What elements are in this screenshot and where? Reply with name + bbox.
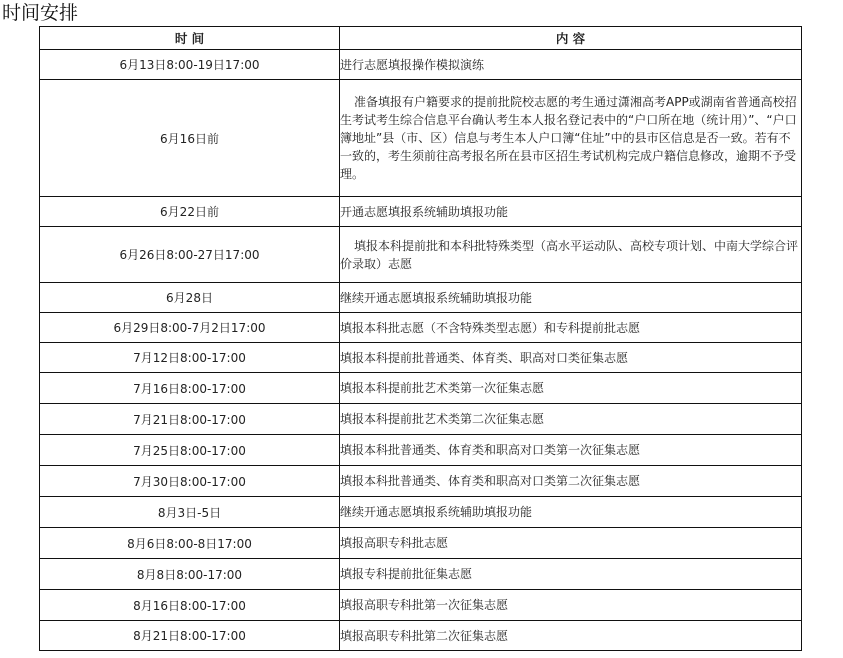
table-row <box>40 80 802 197</box>
time-cell: 8月21日8:00-17:00 <box>40 621 340 651</box>
content-cell <box>340 197 802 227</box>
table-header-row <box>40 27 802 50</box>
table-row <box>40 404 802 435</box>
table-row <box>40 197 802 227</box>
content-text: 填报本科批志愿（不含特殊类型志愿）和专科提前批志愿 <box>340 320 641 335</box>
content-text: 填报高职专科批第二次征集志愿 <box>340 628 509 643</box>
table-row <box>40 373 802 404</box>
content-cell <box>340 590 802 621</box>
table-row <box>40 343 802 373</box>
content-text: 填报本科提前批普通类、体育类、职高对口类征集志愿 <box>340 350 629 365</box>
content-text: 进行志愿填报操作模拟演练 <box>340 57 485 72</box>
content-cell <box>340 50 802 80</box>
time-cell: 6月29日8:00-7月2日17:00 <box>40 313 340 343</box>
content-cell <box>340 283 802 313</box>
content-text: 填报本科批普通类、体育类和职高对口类第二次征集志愿 <box>340 474 641 488</box>
time-cell: 8月3日-5日 <box>40 497 340 528</box>
table-row <box>40 435 802 466</box>
time-cell: 7月12日8:00-17:00 <box>40 343 340 373</box>
time-cell: 6月13日8:00-19日17:00 <box>40 50 340 80</box>
content-text: 继续开通志愿填报系统辅助填报功能 <box>340 505 533 519</box>
content-text: 填报高职专科批志愿 <box>340 536 449 550</box>
content-cell <box>340 227 802 283</box>
content-cell <box>340 497 802 528</box>
content-text: 填报专科提前批征集志愿 <box>340 567 473 581</box>
content-text: 继续开通志愿填报系统辅助填报功能 <box>340 290 533 305</box>
table-row <box>40 283 802 313</box>
content-cell <box>340 404 802 435</box>
table-row <box>40 313 802 343</box>
content-cell <box>340 559 802 590</box>
time-cell: 6月16日前 <box>40 80 340 197</box>
content-text: 开通志愿填报系统辅助填报功能 <box>340 204 509 219</box>
time-cell: 8月16日8:00-17:00 <box>40 590 340 621</box>
content-text: 准备填报有户籍要求的提前批院校志愿的考生通过潇湘高考APP或湖南省普通高校招生考试考生综合信息平台确认考生本人报名登记表中的“户口所在地（统计用）”、“户口簿地址”县（市、区）信息与考生本人户口簿“住址”中的县市区信息是否一致。若有不一致的，考生须前往高考报名所在县市区招生考试机构完成户籍信息修改，逾期不予受理。 <box>340 95 797 181</box>
content-text: 填报本科提前批和本科批特殊类型（高水平运动队、高校专项计划、中南大学综合评价录取）志愿 <box>340 238 799 271</box>
content-cell <box>340 528 802 559</box>
time-cell: 8月8日8:00-17:00 <box>40 559 340 590</box>
time-cell: 7月25日8:00-17:00 <box>40 435 340 466</box>
schedule-table <box>39 26 802 651</box>
content-text: 填报本科提前批艺术类第二次征集志愿 <box>340 412 545 426</box>
page-title: 时间安排 <box>2 2 79 24</box>
time-cell: 8月6日8:00-8日17:00 <box>40 528 340 559</box>
time-cell: 7月21日8:00-17:00 <box>40 404 340 435</box>
content-cell <box>340 621 802 651</box>
content-cell <box>340 313 802 343</box>
time-cell: 6月28日 <box>40 283 340 313</box>
table-row <box>40 590 802 621</box>
content-text: 填报本科提前批艺术类第一次征集志愿 <box>340 381 545 395</box>
table-row <box>40 621 802 651</box>
content-cell <box>340 435 802 466</box>
time-cell: 7月30日8:00-17:00 <box>40 466 340 497</box>
table-row <box>40 497 802 528</box>
table-row <box>40 466 802 497</box>
content-text: 填报本科批普通类、体育类和职高对口类第一次征集志愿 <box>340 443 641 457</box>
table-row <box>40 559 802 590</box>
time-cell: 6月22日前 <box>40 197 340 227</box>
content-cell <box>340 466 802 497</box>
content-cell <box>340 80 802 197</box>
content-cell <box>340 373 802 404</box>
table-row <box>40 50 802 80</box>
table-row <box>40 227 802 283</box>
table-row <box>40 528 802 559</box>
time-cell: 6月26日8:00-27日17:00 <box>40 227 340 283</box>
content-cell <box>340 343 802 373</box>
header-content: 内 容 <box>340 27 802 50</box>
header-time: 时 间 <box>40 27 340 50</box>
time-cell: 7月16日8:00-17:00 <box>40 373 340 404</box>
content-text: 填报高职专科批第一次征集志愿 <box>340 598 509 612</box>
